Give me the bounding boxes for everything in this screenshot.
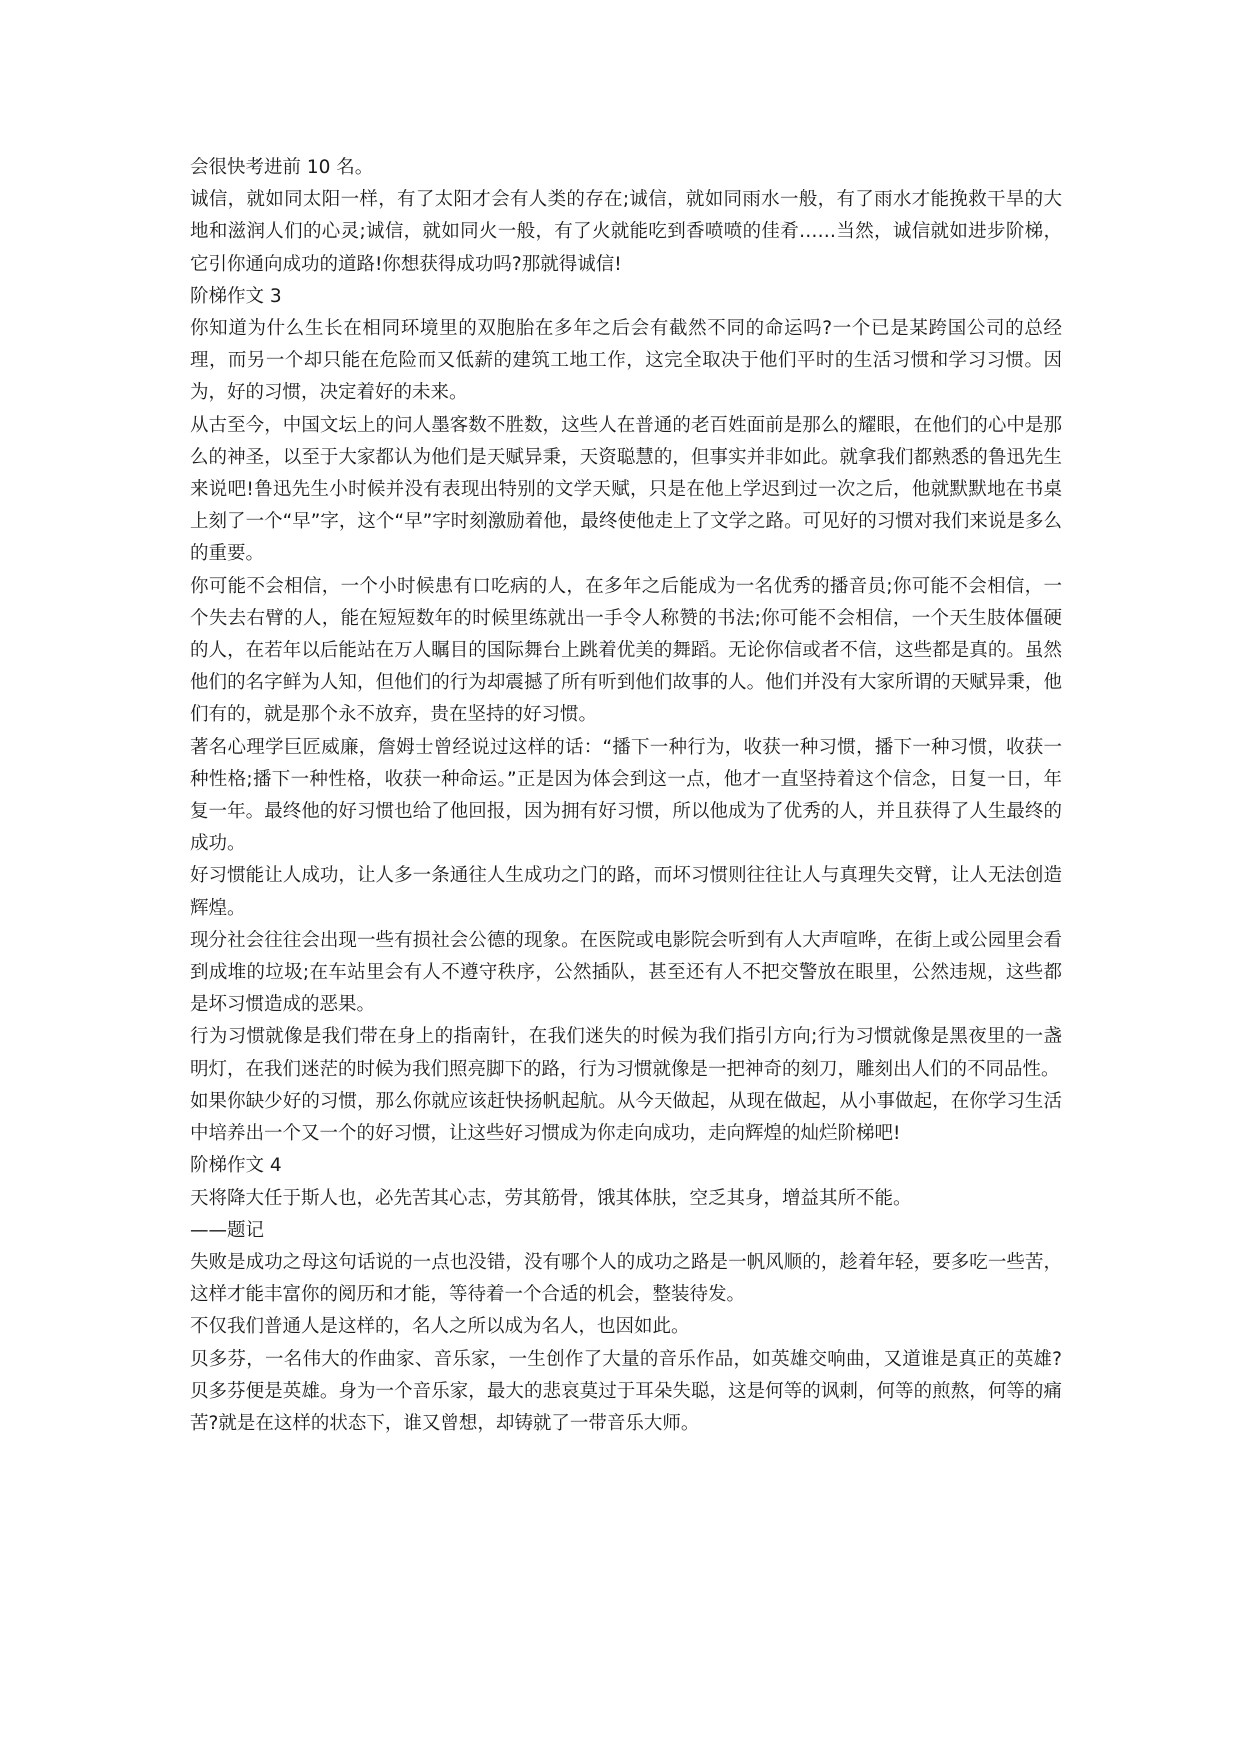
paragraph: 会很快考进前 10 名。 xyxy=(190,157,374,178)
section-heading: 阶梯作文 3 xyxy=(190,285,282,307)
paragraph: 如果你缺少好的习惯，那么你就应该赶快扬帆起航。从今天做起，从现在做起，从小事做起，在你学习生活中培养出一个又一个的好习惯，让这些好习惯成为你走向成功，走向辉煌的灿烂阶梯吧! xyxy=(190,1090,1062,1145)
paragraph: 行为习惯就像是我们带在身上的指南针，在我们迷失的时候为我们指引方向;行为习惯就像是黑夜里的一盏明灯，在我们迷茫的时候为我们照亮脚下的路，行为习惯就像是一把神奇的刻刀，雕刻出人们的不同品性。 xyxy=(190,1026,1062,1080)
paragraph: 你知道为什么生长在相同环境里的双胞胎在多年之后会有截然不同的命运吗?一个已是某跨国公司的总经理，而另一个却只能在危险而又低薪的建筑工地工作，这完全取决于他们平时的生活习惯和学习习惯。因为，好的习惯，决定着好的未来。 xyxy=(190,318,1062,404)
paragraph: 你可能不会相信，一个小时候患有口吃病的人，在多年之后能成为一名优秀的播音员;你可能不会相信，一个失去右臂的人，能在短短数年的时候里练就出一手令人称赞的书法;你可能不会相信，一个天生肢体僵硬的人，在若年以后能站在万人瞩目的国际舞台上跳着优美的舞蹈。无论你信或者不信，这些都是真的。虽然他们的名字鲜为人知，但他们的行为却震撼了所有听到他们故事的人。他们并没有大家所谓的天赋异秉，他们有的，就是那个永不放弃，贵在坚持的好习惯。 xyxy=(190,575,1062,726)
paragraph: 好习惯能让人成功，让人多一条通往人生成功之门的路，而坏习惯则往往让人与真理失交臂，让人无法创造辉煌。 xyxy=(190,865,1062,919)
paragraph: 贝多芬，一名伟大的作曲家、音乐家，一生创作了大量的音乐作品，如英雄交响曲，又道谁是真正的英雄?贝多芬便是英雄。身为一个音乐家，最大的悲哀莫过于耳朵失聪，这是何等的讽刺，何等的煎熬，何等的痛苦?就是在这样的状态下，谁又曾想，却铸就了一带音乐大师。 xyxy=(190,1348,1062,1434)
document-page xyxy=(190,152,1062,1440)
paragraph: 现分社会往往会出现一些有损社会公德的现象。在医院或电影院会听到有人大声喧哗，在街上或公园里会看到成堆的垃圾;在车站里会有人不遵守秩序，公然插队，甚至还有人不把交警放在眼里，公然违规，这些都是坏习惯造成的恶果。 xyxy=(190,929,1062,1016)
paragraph: 诚信，就如同太阳一样，有了太阳才会有人类的存在;诚信，就如同雨水一般，有了雨水才能挽救干旱的大地和滋润人们的心灵;诚信，就如同火一般，有了火就能吃到香喷喷的佳肴……当然，诚信就如进步阶梯，它引你通向成功的道路!你想获得成功吗?那就得诚信! xyxy=(190,189,1062,275)
section-heading: 阶梯作文 4 xyxy=(190,1155,282,1177)
paragraph: 失败是成功之母这句话说的一点也没错，没有哪个人的成功之路是一帆风顺的，趁着年轻，要多吃一些苦，这样才能丰富你的阅历和才能，等待着一个合适的机会，整装待发。 xyxy=(190,1251,1062,1306)
paragraph: 从古至今，中国文坛上的问人墨客数不胜数，这些人在普通的老百姓面前是那么的耀眼，在他们的心中是那么的神圣，以至于大家都认为他们是天赋异秉，天资聪慧的，但事实并非如此。就拿我们都熟悉的鲁迅先生来说吧!鲁迅先生小时候并没有表现出特别的文学天赋，只是在他上学迟到过一次之后，他就默默地在书桌上刻了一个“早”字，这个“早”字时刻激励着他，最终使他走上了文学之路。可见好的习惯对我们来说是多么的重要。 xyxy=(190,414,1062,565)
epigraph: 天将降大任于斯人也，必先苦其心志，劳其筋骨，饿其体肤，空乏其身，增益其所不能。 xyxy=(190,1187,912,1209)
paragraph: 不仅我们普通人是这样的，名人之所以成为名人，也因如此。 xyxy=(190,1316,690,1338)
epigraph-attribution: ——题记 xyxy=(190,1219,265,1241)
paragraph: 著名心理学巨匠威廉，詹姆士曾经说过这样的话：“播下一种行为，收获一种习惯，播下一种习惯，收获一种性格;播下一种性格，收获一种命运。”正是因为体会到这一点，他才一直坚持着这个信念，日复一日，年复一年。最终他的好习惯也给了他回报，因为拥有好习惯，所以他成为了优秀的人，并且获得了人生最终的成功。 xyxy=(190,736,1062,855)
